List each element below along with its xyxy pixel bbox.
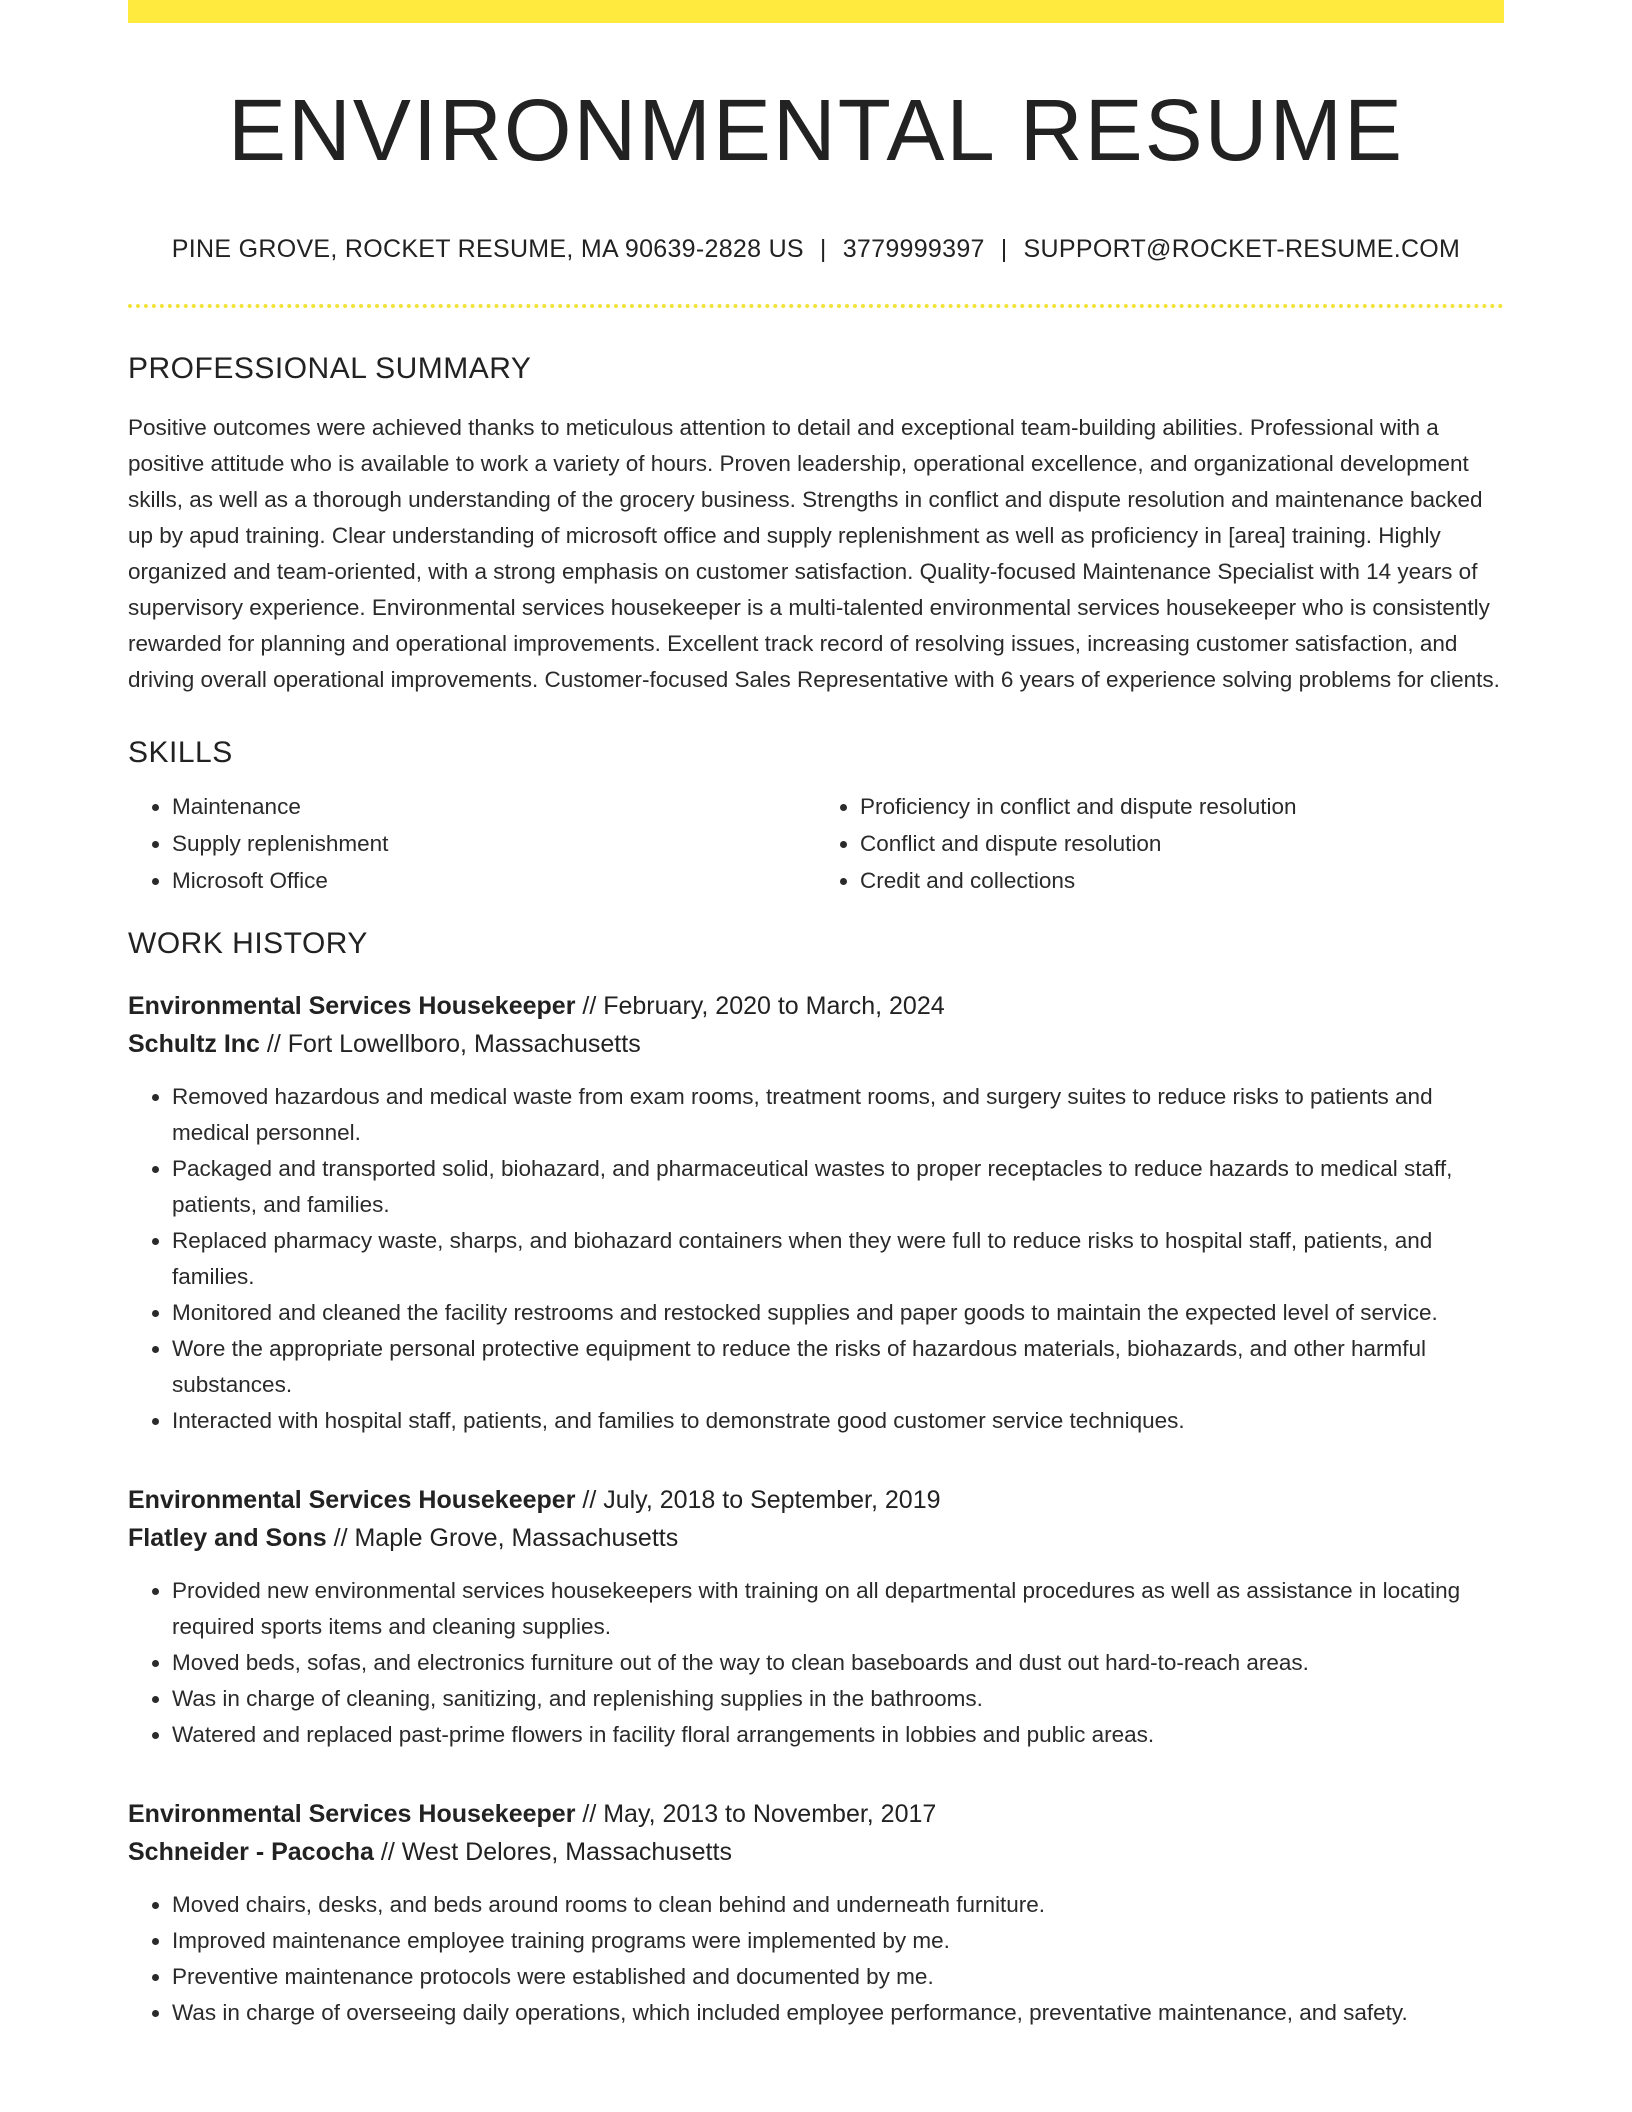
job-bullet: • Was in charge of cleaning, sanitizing, and replenishing supplies in the bathrooms. xyxy=(172,1681,1504,1717)
job-title-line xyxy=(128,987,1504,1025)
job-bullet: • Packaged and transported solid, biohazard, and pharmaceutical wastes to proper receptacles to reduce hazards to medical staff, patients, and families. xyxy=(172,1151,1504,1223)
skills-column-right xyxy=(816,788,1504,899)
skill-item: • Maintenance xyxy=(172,788,816,825)
job-company-line xyxy=(128,1025,1504,1063)
skill-item: • Supply replenishment xyxy=(172,825,816,862)
job-location: // West Delores, Massachusetts xyxy=(380,1837,732,1866)
job-bullet: • Monitored and cleaned the facility restrooms and restocked supplies and paper goods to maintain the expected level of service. xyxy=(172,1295,1504,1331)
contact-separator: | xyxy=(819,234,827,263)
job-bullet: • Provided new environmental services housekeepers with training on all departmental procedures as well as assistance in locating required sports items and cleaning supplies. xyxy=(172,1573,1504,1645)
job-title-line xyxy=(128,1481,1504,1519)
job-dates: // May, 2013 to November, 2017 xyxy=(582,1799,937,1828)
job-bullets xyxy=(128,1079,1504,1439)
summary-heading: PROFESSIONAL SUMMARY xyxy=(128,351,532,385)
job-company-line xyxy=(128,1833,1504,1871)
job-bullet: • Moved chairs, desks, and beds around rooms to clean behind and underneath furniture. xyxy=(172,1887,1504,1923)
job-company: Flatley and Sons xyxy=(128,1523,327,1552)
job-location: // Maple Grove, Massachusetts xyxy=(333,1523,679,1552)
job-bullets xyxy=(128,1573,1504,1753)
dotted-divider xyxy=(128,304,1504,308)
job-entry xyxy=(128,1481,1504,1753)
job-title: Environmental Services Housekeeper xyxy=(128,1485,576,1514)
accent-bar xyxy=(128,0,1504,23)
job-entry xyxy=(128,1795,1504,2031)
skills-heading: SKILLS xyxy=(128,735,233,769)
job-bullet: • Removed hazardous and medical waste from exam rooms, treatment rooms, and surgery suites to reduce risks to patients and medical personnel. xyxy=(172,1079,1504,1151)
job-dates: // July, 2018 to September, 2019 xyxy=(582,1485,941,1514)
job-company: Schultz Inc xyxy=(128,1029,260,1058)
skill-item: • Proficiency in conflict and dispute resolution xyxy=(860,788,1504,825)
job-bullet: • Watered and replaced past-prime flowers in facility floral arrangements in lobbies and public areas. xyxy=(172,1717,1504,1753)
job-title-line xyxy=(128,1795,1504,1833)
job-bullet: • Replaced pharmacy waste, sharps, and biohazard containers when they were full to reduce risks to hospital staff, patients, and families. xyxy=(172,1223,1504,1295)
skill-item: • Microsoft Office xyxy=(172,862,816,899)
resume-title: ENVIRONMENTAL RESUME xyxy=(228,82,1404,179)
job-bullet: • Interacted with hospital staff, patients, and families to demonstrate good customer service techniques. xyxy=(172,1403,1504,1439)
job-company-line xyxy=(128,1519,1504,1557)
skill-item: • Conflict and dispute resolution xyxy=(860,825,1504,862)
job-bullet: • Moved beds, sofas, and electronics furniture out of the way to clean baseboards and dust out hard-to-reach areas. xyxy=(172,1645,1504,1681)
job-bullet: • Wore the appropriate personal protective equipment to reduce the risks of hazardous materials, biohazards, and other harmful substances. xyxy=(172,1331,1504,1403)
job-bullet: • Was in charge of overseeing daily operations, which included employee performance, preventative maintenance, and safety. xyxy=(172,1995,1504,2031)
job-bullets xyxy=(128,1887,1504,2031)
resume-page xyxy=(128,0,1504,2031)
contact-line xyxy=(128,235,1504,264)
job-bullet: • Improved maintenance employee training programs were implemented by me. xyxy=(172,1923,1504,1959)
contact-phone: 3779999397 xyxy=(842,234,985,263)
summary-text: Positive outcomes were achieved thanks to meticulous attention to detail and exceptional team-building abilities. Professional with a positive attitude who is available to work a variety of hours. Proven leadership, operational excellence, and organizational development skills, as well as a thorough understanding of the grocery business. Strengths in conflict and dispute resolution and maintenance backed up by apud training. Clear understanding of microsoft office and supply replenishment as well as proficiency in [area] training. Highly organized and team-oriented, with a strong emphasis on customer satisfaction. Quality-focused Maintenance Specialist with 14 years of supervisory experience. Environmental services housekeeper is a multi-talented environmental services housekeeper who is consistently rewarded for planning and operational improvements. Excellent track record of resolving issues, increasing customer satisfaction, and driving overall operational improvements. Customer-focused Sales Representative with 6 years of experience solving problems for clients. xyxy=(128,414,1500,692)
job-title: Environmental Services Housekeeper xyxy=(128,991,576,1020)
work-history-heading: WORK HISTORY xyxy=(128,926,368,960)
contact-separator: | xyxy=(1000,234,1008,263)
contact-email: SUPPORT@ROCKET-RESUME.COM xyxy=(1023,234,1461,263)
job-entry xyxy=(128,987,1504,1439)
skills-list xyxy=(128,788,1504,899)
contact-address: PINE GROVE, ROCKET RESUME, MA 90639-2828 US xyxy=(171,234,804,263)
skill-item: • Credit and collections xyxy=(860,862,1504,899)
skills-column-left xyxy=(128,788,816,899)
job-location: // Fort Lowellboro, Massachusetts xyxy=(266,1029,641,1058)
job-company: Schneider - Pacocha xyxy=(128,1837,374,1866)
job-bullet: • Preventive maintenance protocols were established and documented by me. xyxy=(172,1959,1504,1995)
job-dates: // February, 2020 to March, 2024 xyxy=(582,991,945,1020)
job-title: Environmental Services Housekeeper xyxy=(128,1799,576,1828)
